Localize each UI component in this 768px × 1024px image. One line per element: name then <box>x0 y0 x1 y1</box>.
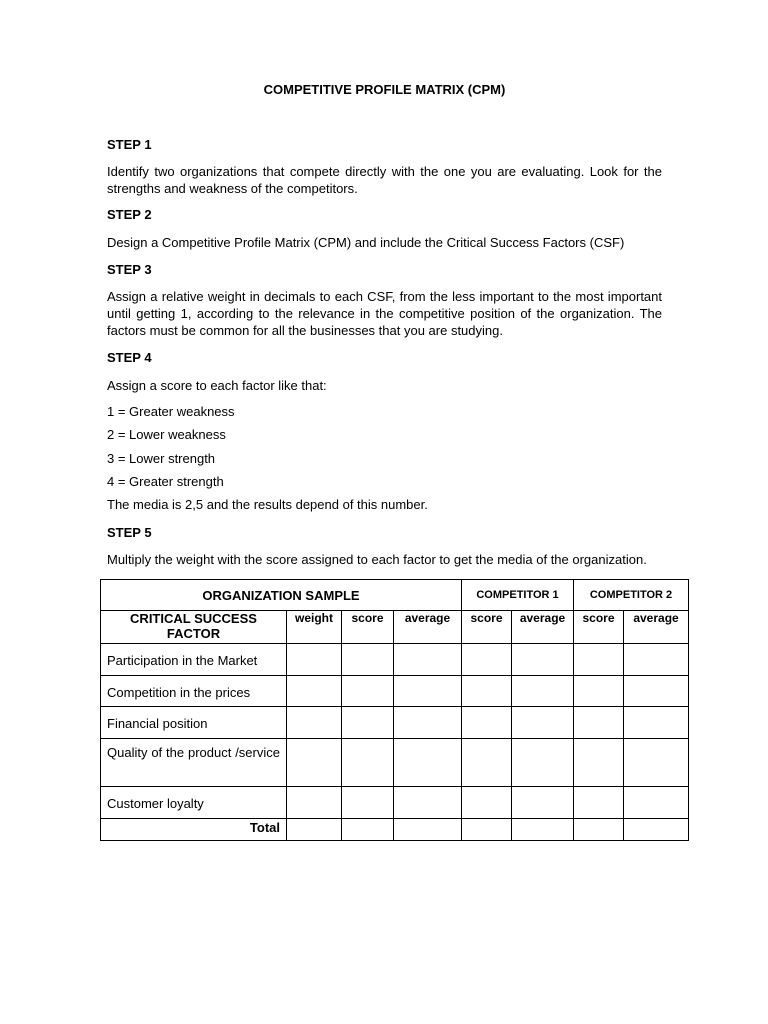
empty-cell[interactable] <box>574 644 624 676</box>
empty-cell[interactable] <box>287 787 342 819</box>
empty-cell[interactable] <box>512 644 574 676</box>
total-row <box>101 819 689 841</box>
empty-cell[interactable] <box>287 676 342 707</box>
step-3-text: Assign a relative weight in decimals to each CSF, from the less important to the most important until getting 1, according to the relevance in the competitive position of the organization. The factors must be common for all the businesses that you are studying. <box>107 289 662 338</box>
step-2-heading: STEP 2 <box>107 207 152 222</box>
competitor-1-score-header: score <box>462 611 512 644</box>
empty-cell[interactable] <box>574 707 624 739</box>
empty-cell[interactable] <box>512 676 574 707</box>
empty-cell[interactable] <box>512 707 574 739</box>
empty-cell[interactable] <box>394 787 462 819</box>
csf-label: Competition in the prices <box>101 676 287 707</box>
table-row <box>101 707 689 739</box>
csf-label: Customer loyalty <box>101 787 287 819</box>
empty-cell[interactable] <box>574 787 624 819</box>
empty-cell[interactable] <box>624 739 689 787</box>
score-item: 4 = Greater strength <box>107 474 224 489</box>
empty-cell[interactable] <box>394 819 462 841</box>
csf-label: Participation in the Market <box>101 644 287 676</box>
empty-cell[interactable] <box>624 707 689 739</box>
score-header: score <box>342 611 394 644</box>
empty-cell[interactable] <box>342 739 394 787</box>
empty-cell[interactable] <box>574 676 624 707</box>
competitor-2-score-header: score <box>574 611 624 644</box>
step-1-text: Identify two organizations that compete directly with the one you are evaluating. Look for the strengths and weakness of the competitors. <box>107 164 662 196</box>
step-1-heading: STEP 1 <box>107 137 152 152</box>
step-5-text: Multiply the weight with the score assigned to each factor to get the media of the organization. <box>107 552 647 567</box>
table-row <box>101 644 689 676</box>
step-4-heading: STEP 4 <box>107 350 152 365</box>
empty-cell[interactable] <box>342 819 394 841</box>
empty-cell[interactable] <box>512 819 574 841</box>
table-row <box>101 787 689 819</box>
empty-cell[interactable] <box>462 787 512 819</box>
empty-cell[interactable] <box>624 819 689 841</box>
table-row <box>101 739 689 787</box>
empty-cell[interactable] <box>394 739 462 787</box>
empty-cell[interactable] <box>462 739 512 787</box>
empty-cell[interactable] <box>394 676 462 707</box>
csf-label: Quality of the product /service <box>101 739 287 787</box>
csf-header: CRITICAL SUCCESS FACTOR <box>101 611 287 644</box>
empty-cell[interactable] <box>624 644 689 676</box>
table-row <box>101 676 689 707</box>
step-4-text: Assign a score to each factor like that: <box>107 378 327 393</box>
media-note: The media is 2,5 and the results depend of this number. <box>107 497 428 512</box>
weight-header: weight <box>287 611 342 644</box>
csf-label: Financial position <box>101 707 287 739</box>
empty-cell[interactable] <box>512 787 574 819</box>
competitor-1-average-header: average <box>512 611 574 644</box>
score-item: 3 = Lower strength <box>107 451 216 466</box>
org-sample-header: ORGANIZATION SAMPLE <box>101 580 462 611</box>
empty-cell[interactable] <box>394 707 462 739</box>
step-3-heading: STEP 3 <box>107 262 152 277</box>
empty-cell[interactable] <box>394 644 462 676</box>
empty-cell[interactable] <box>624 787 689 819</box>
empty-cell[interactable] <box>342 644 394 676</box>
cpm-table <box>100 579 689 841</box>
score-item: 1 = Greater weakness <box>107 404 235 419</box>
empty-cell[interactable] <box>512 739 574 787</box>
empty-cell[interactable] <box>624 676 689 707</box>
competitor-1-header: COMPETITOR 1 <box>462 580 574 611</box>
page-title: COMPETITIVE PROFILE MATRIX (CPM) <box>263 82 506 97</box>
average-header: average <box>394 611 462 644</box>
empty-cell[interactable] <box>342 676 394 707</box>
empty-cell[interactable] <box>287 819 342 841</box>
empty-cell[interactable] <box>287 644 342 676</box>
empty-cell[interactable] <box>287 739 342 787</box>
empty-cell[interactable] <box>462 819 512 841</box>
empty-cell[interactable] <box>462 644 512 676</box>
score-item: 2 = Lower weakness <box>107 427 226 442</box>
step-2-text: Design a Competitive Profile Matrix (CPM) and include the Critical Success Factors (CSF) <box>107 235 625 250</box>
empty-cell[interactable] <box>462 676 512 707</box>
empty-cell[interactable] <box>462 707 512 739</box>
empty-cell[interactable] <box>574 819 624 841</box>
empty-cell[interactable] <box>342 787 394 819</box>
total-label: Total <box>101 819 287 841</box>
empty-cell[interactable] <box>574 739 624 787</box>
step-5-heading: STEP 5 <box>107 525 152 540</box>
competitor-2-average-header: average <box>624 611 689 644</box>
empty-cell[interactable] <box>342 707 394 739</box>
competitor-2-header: COMPETITOR 2 <box>574 580 689 611</box>
empty-cell[interactable] <box>287 707 342 739</box>
